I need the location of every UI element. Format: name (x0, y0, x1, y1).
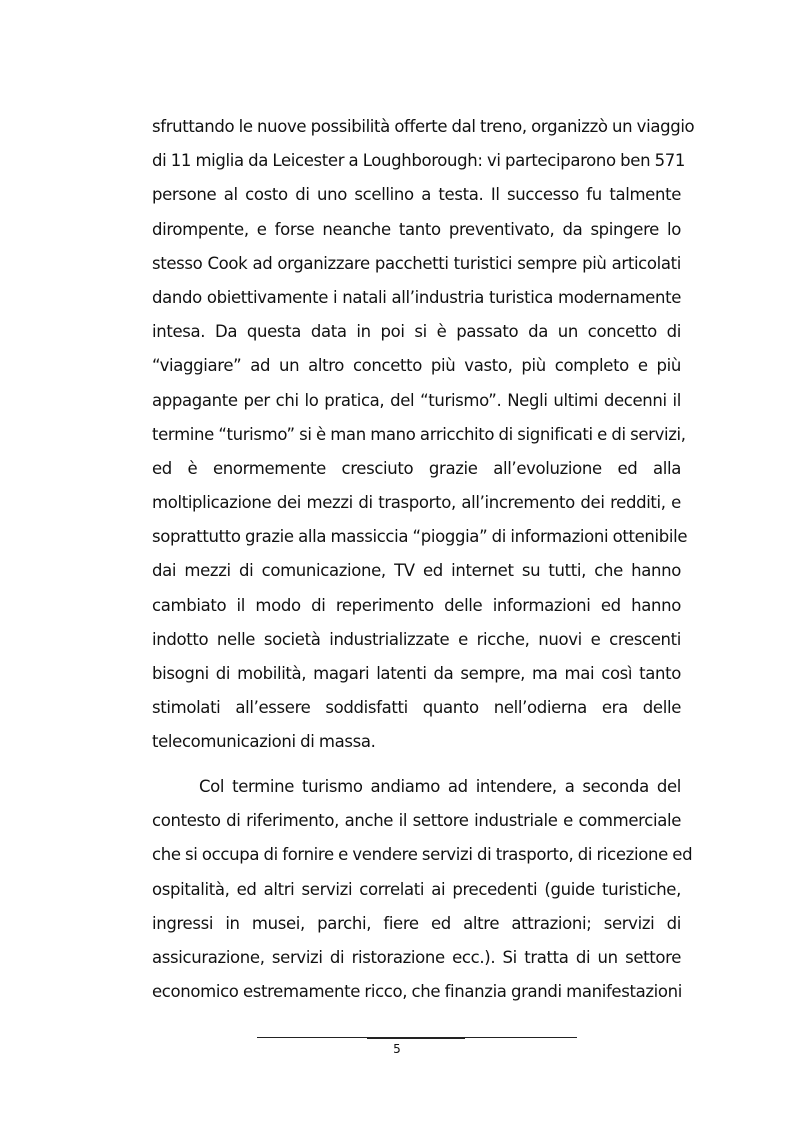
text-line: telecomunicazioni di massa. (152, 732, 376, 752)
text-line: persone al costo di uno scellino a testa. Il successo fu talmente (152, 185, 681, 205)
text-line: soprattutto grazie alla massiccia “pioggia” di informazioni ottenibile (152, 527, 688, 547)
body-paragraph-2 (152, 770, 693, 1009)
text-line: bisogni di mobilità, magari latenti da sempre, ma mai così tanto (152, 664, 681, 683)
text-line: stimolati all’essere soddisfatti quanto nell’odierna era delle (152, 698, 681, 718)
text-line: assicurazione, servizi di ristorazione ecc.). Si tratta di un settore (152, 947, 681, 967)
text-line: economico estremamente ricco, che finanzia grandi manifestazioni (152, 982, 682, 1002)
text-line: termine “turismo” si è man mano arricchito di significati e di servizi, (152, 424, 686, 444)
text-line: ed è enormemente cresciuto grazie all’evoluzione ed alla (152, 458, 681, 478)
text-line: sfruttando le nuove possibilità offerte dal treno, organizzò un viaggio (152, 117, 695, 136)
text-line: Col termine turismo andiamo ad intendere, a seconda del (199, 777, 681, 796)
text-line: contesto di riferimento, anche il settore industriale e commerciale (152, 811, 681, 831)
text-line: dando obiettivamente i natali all’industria turistica modernamente (152, 287, 681, 307)
text-line: ingressi in musei, parchi, fiere ed altre attrazioni; servizi di (152, 913, 681, 933)
text-line: dirompente, e forse neanche tanto preventivato, da spingere lo (152, 219, 681, 239)
text-line: dai mezzi di comunicazione, TV ed internet su tutti, che hanno (152, 561, 681, 581)
text-line: moltiplicazione dei mezzi di trasporto, all’incremento dei redditi, e (152, 493, 681, 513)
text-line: appagante per chi lo pratica, del “turismo”. Negli ultimi decenni il (152, 390, 681, 410)
text-line: che si occupa di fornire e vendere servizi di trasporto, di ricezione ed (152, 845, 693, 865)
text-line: intesa. Da questa data in poi si è passato da un concetto di (152, 322, 681, 342)
text-line: stesso Cook ad organizzare pacchetti turistici sempre più articolati (152, 253, 681, 273)
body-paragraph-1 (152, 110, 695, 760)
text-line: indotto nelle società industrializzate e ricche, nuovi e crescenti (152, 629, 681, 649)
page-number: 5 (393, 1042, 401, 1056)
text-line: cambiato il modo di reperimento delle informazioni ed hanno (152, 595, 681, 615)
text-line: “viaggiare” ad un altro concetto più vasto, più completo e più (152, 356, 681, 376)
text-line: di 11 miglia da Leicester a Loughborough: vi parteciparono ben 571 (152, 151, 686, 171)
text-line: ospitalità, ed altri servizi correlati ai precedenti (guide turistiche, (152, 879, 681, 899)
footer-rule-accent (367, 1037, 465, 1039)
